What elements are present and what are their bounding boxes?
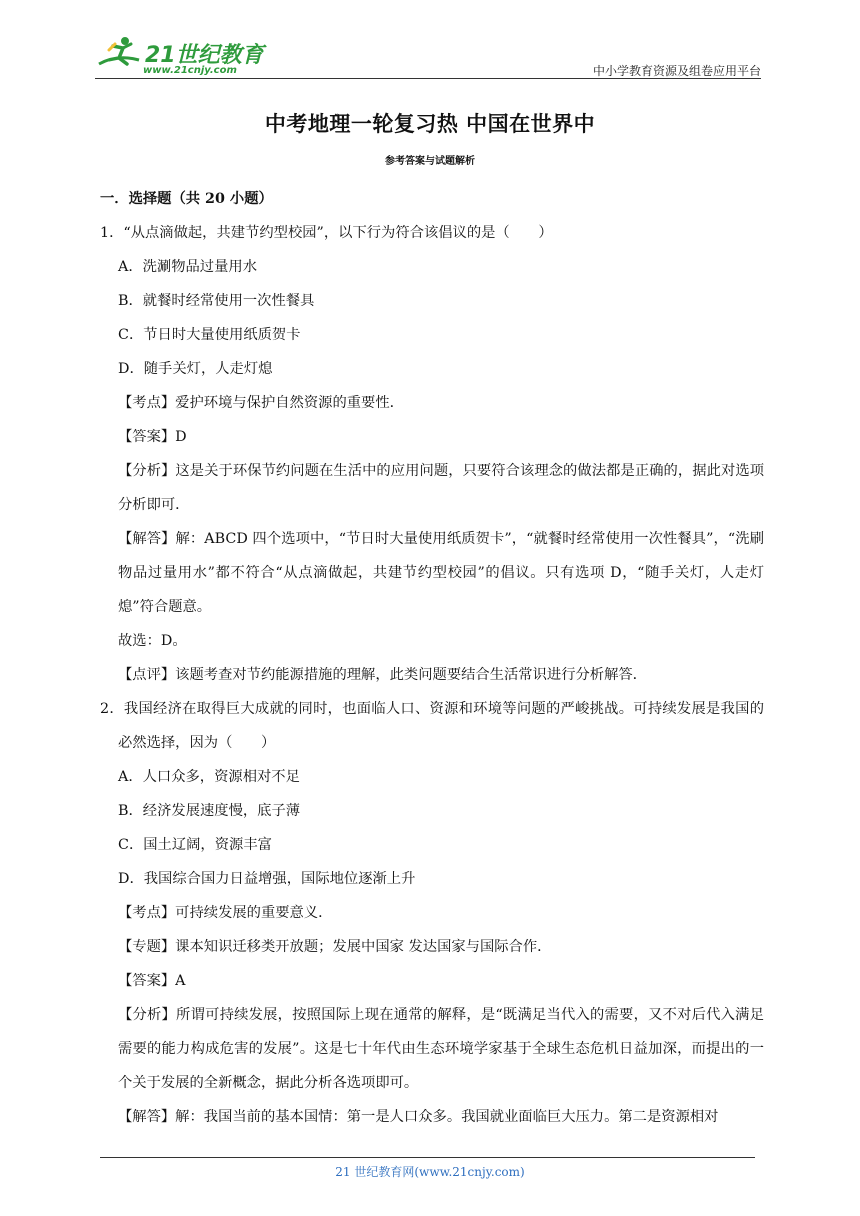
question-2-option-a: A．人口众多，资源相对不足 (118, 769, 300, 785)
question-1-stem: 1．“从点滴做起，共建节约型校园”，以下行为符合该倡议的是（ ） (100, 225, 553, 241)
question-2-option-d: D．我国综合国力日益增强，国际地位逐渐上升 (118, 871, 416, 887)
question-2-answer: 【答案】A (118, 973, 186, 989)
question-1-option-b: B．就餐时经常使用一次性餐具 (118, 293, 315, 309)
question-2-analysis: 【分析】所谓可持续发展，按照国际上现在通常的解释，是“既满足当代入的需要，又不对后代入满足需要的能力构成危害的发展”。这是七十年代由生态环境学家基于全球生态危机日益加深，而提出的一个关于发展的全新概念，据此分析各选项即可。 (118, 1007, 764, 1091)
question-1-analysis: 【分析】这是关于环保节约问题在生活中的应用问题，只要符合该理念的做法都是正确的，据此对选项分析即可． (118, 463, 764, 513)
question-1-choice: 故选：D。 (118, 633, 187, 649)
question-2-kaodian: 【考点】可持续发展的重要意义． (118, 905, 333, 921)
logo-url: www.21cnjy.com (143, 65, 237, 76)
question-2-stem: 2．我国经济在取得巨大成就的同时，也面临人口、资源和环境等问题的严峻挑战。可持续发展是我国的必然选择，因为（ ） (100, 701, 764, 751)
question-1-comment: 【点评】该题考查对节约能源措施的理解，此类问题要结合生活常识进行分析解答． (118, 667, 647, 683)
question-1-solution: 【解答】解：ABCD 四个选项中，“节日时大量使用纸质贺卡”，“就餐时经常使用一次性餐具”，“洗刷物品过量用水”都不符合“从点滴做起，共建节约型校园”的倡议。只有选项 D，“随手关灯，人走灯熄”符合题意。 (118, 531, 764, 615)
question-2-zhuanti: 【专题】课本知识迁移类开放题；发展中国家 发达国家与国际合作． (118, 939, 552, 955)
document-subtitle: 参考答案与试题解析 (385, 156, 475, 167)
runner-logo-icon (95, 34, 143, 78)
question-1-answer: 【答案】D (118, 429, 187, 445)
site-logo[interactable] (95, 34, 265, 78)
page-header (95, 30, 761, 80)
document-body (100, 182, 764, 1134)
footer-link[interactable]: 21 世纪教育网(www.21cnjy.com) (335, 1165, 525, 1179)
document-title: 中考地理一轮复习热 中国在世界中 (264, 111, 596, 136)
header-divider (95, 78, 761, 79)
question-1-option-c: C．节日时大量使用纸质贺卡 (118, 327, 301, 343)
question-2-solution: 【解答】解：我国当前的基本国情：第一是人口众多。我国就业面临巨大压力。第二是资源相对 (118, 1109, 719, 1125)
question-1-option-d: D．随手关灯，人走灯熄 (118, 361, 273, 377)
question-2-option-c: C．国土辽阔，资源丰富 (118, 837, 272, 853)
question-1-kaodian: 【考点】爱护环境与保护自然资源的重要性． (118, 395, 404, 411)
question-1-option-a: A．洗涮物品过量用水 (118, 259, 257, 275)
platform-name: 中小学教育资源及组卷应用平台 (592, 64, 761, 78)
footer-divider (100, 1157, 755, 1158)
question-2-option-b: B．经济发展速度慢，底子薄 (118, 803, 301, 819)
section-heading: 一．选择题（共 20 小题） (100, 191, 273, 207)
logo-text: 21世纪教育 (145, 43, 264, 68)
